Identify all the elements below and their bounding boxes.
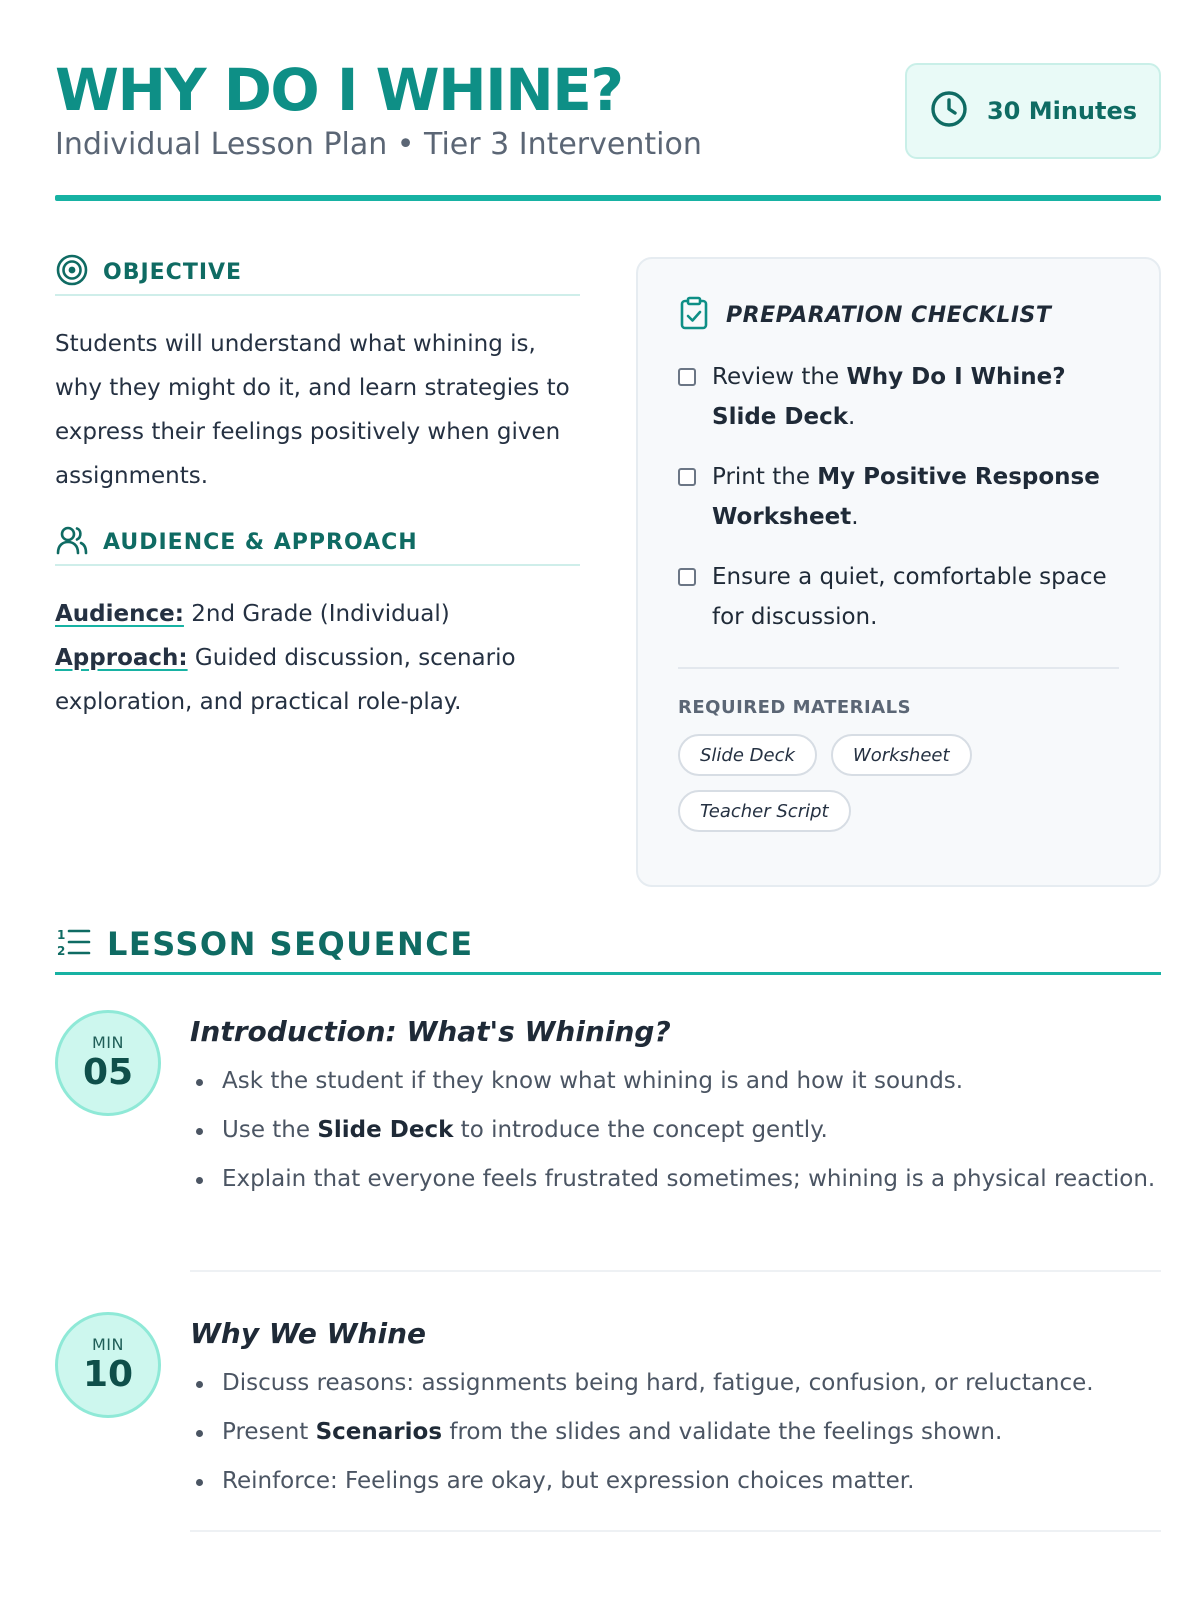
checklist-heading	[678, 295, 1119, 335]
material-chip: Worksheet	[831, 734, 972, 776]
checklist-item-text	[712, 457, 1119, 537]
checklist-item-text-pre: Review the	[712, 364, 847, 390]
minutes-label: MIN	[92, 1335, 124, 1354]
approach-value: Guided discussion, scenario exploration, and practical role-play.	[55, 645, 516, 715]
minutes-label: MIN	[92, 1033, 124, 1052]
material-chip: Slide Deck	[678, 734, 817, 776]
checklist-title: PREPARATION CHECKLIST	[726, 302, 1052, 328]
checklist-item	[678, 357, 1119, 437]
lesson-step	[55, 1010, 1161, 1272]
checklist-item-text-post: .	[848, 404, 856, 430]
checklist-item-text	[712, 357, 1119, 437]
list-item-text: Reinforce: Feelings are okay, but expression choices matter.	[222, 1468, 915, 1494]
objective-text: Students will understand what whining is, why they might do it, and learn strategies to express their feelings positively when given assignments.	[55, 331, 570, 489]
header-divider	[55, 195, 1161, 201]
list-item-text-post: from the slides and validate the feelings shown.	[442, 1419, 1003, 1445]
checkbox[interactable]	[678, 568, 696, 586]
list-item-text: Ask the student if they know what whining is and how it sounds.	[222, 1068, 964, 1094]
step-content	[190, 1312, 1161, 1509]
minutes-badge	[55, 1312, 161, 1418]
page-subtitle: Individual Lesson Plan • Tier 3 Intervention	[55, 127, 702, 162]
users-icon	[55, 523, 89, 561]
minutes-value: 05	[82, 1052, 134, 1093]
step-divider	[190, 1530, 1161, 1532]
checklist-item-text-pre: Print the	[712, 464, 818, 490]
list-item	[190, 1158, 1161, 1201]
svg-text:2: 2	[57, 943, 66, 958]
list-item	[190, 1109, 1161, 1152]
checklist-item-text-post: .	[851, 504, 859, 530]
duration-badge	[905, 63, 1161, 159]
list-item-bold: Slide Deck	[317, 1117, 454, 1143]
list-item-text: Discuss reasons: assignments being hard, fatigue, confusion, or reluctance.	[222, 1370, 1094, 1396]
preparation-card	[636, 257, 1161, 887]
list-item	[190, 1060, 1161, 1103]
step-bullets	[190, 1362, 1161, 1503]
minutes-value: 10	[82, 1354, 134, 1395]
list-item-bold: Scenarios	[315, 1419, 443, 1445]
audience-body	[55, 592, 580, 724]
step-divider	[190, 1270, 1161, 1272]
sequence-title: LESSON SEQUENCE	[107, 924, 474, 963]
materials-list	[678, 734, 1038, 832]
left-column	[55, 250, 580, 724]
step-title: Why We Whine	[190, 1317, 426, 1350]
clock-icon	[929, 89, 969, 133]
svg-text:1: 1	[57, 927, 66, 942]
target-icon	[55, 253, 89, 291]
material-chip: Teacher Script	[678, 790, 851, 832]
numbered-list-icon	[55, 924, 91, 964]
minutes-badge	[55, 1010, 161, 1116]
checklist-item-text-bold: My Positive Response Worksheet	[712, 464, 1100, 530]
checkbox[interactable]	[678, 468, 696, 486]
audience-label: Audience:	[55, 601, 184, 627]
checklist-item-text-pre: Ensure a quiet, comfortable space for discussion.	[712, 564, 1107, 630]
audience-heading	[55, 520, 580, 566]
lesson-step	[55, 1312, 1161, 1532]
checklist-item-text-bold: Why Do I Whine? Slide Deck	[712, 364, 1066, 430]
checklist-item-text	[712, 557, 1119, 637]
materials-heading: REQUIRED MATERIALS	[678, 697, 912, 718]
list-item	[190, 1362, 1161, 1405]
card-divider	[678, 667, 1119, 669]
checklist	[678, 357, 1119, 637]
list-item-text: Present	[222, 1419, 316, 1445]
list-item-text-post: to introduce the concept gently.	[453, 1117, 828, 1143]
step-content	[190, 1010, 1161, 1207]
checklist-item	[678, 557, 1119, 637]
lesson-header	[55, 55, 1161, 205]
approach-label: Approach:	[55, 645, 188, 671]
objective-title: OBJECTIVE	[103, 259, 243, 285]
list-item	[190, 1460, 1161, 1503]
audience-line	[55, 592, 580, 636]
clipboard-check-icon	[678, 296, 710, 334]
step-title: Introduction: What's Whining?	[190, 1015, 671, 1048]
audience-title: AUDIENCE & APPROACH	[103, 529, 418, 555]
list-item-text: Use the	[222, 1117, 318, 1143]
audience-value: 2nd Grade (Individual)	[183, 601, 450, 627]
step-bullets	[190, 1060, 1161, 1201]
approach-line	[55, 636, 580, 724]
list-item-text: Explain that everyone feels frustrated sometimes; whining is a physical reaction.	[222, 1166, 1156, 1192]
page-title: WHY DO I WHINE?	[55, 56, 623, 124]
checklist-item	[678, 457, 1119, 537]
objective-heading	[55, 250, 580, 296]
sequence-heading	[55, 915, 1161, 975]
list-item	[190, 1411, 1161, 1454]
checkbox[interactable]	[678, 368, 696, 386]
duration-text: 30 Minutes	[986, 97, 1138, 125]
